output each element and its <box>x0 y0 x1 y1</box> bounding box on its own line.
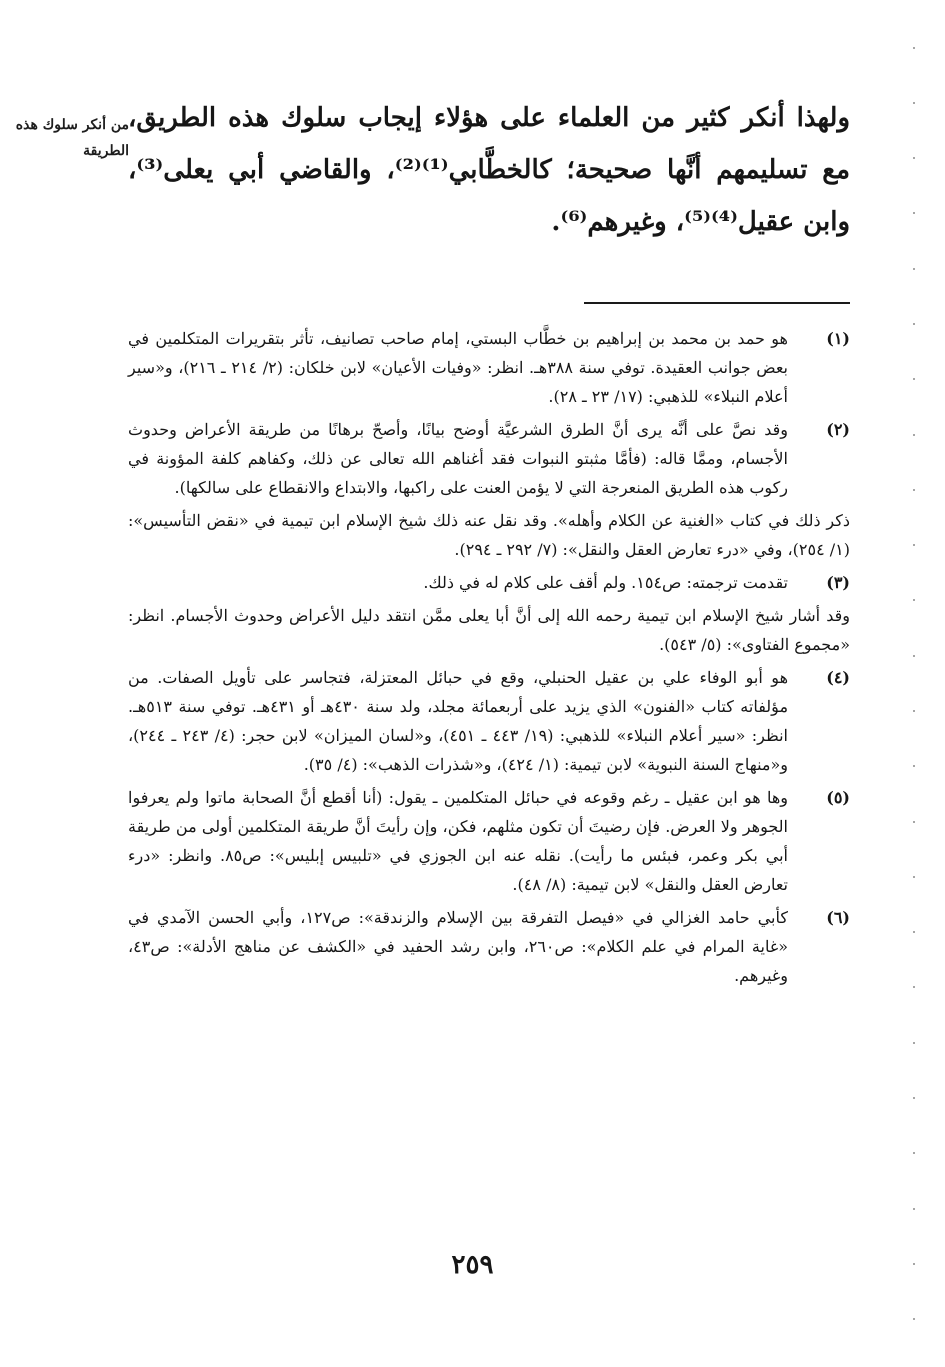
footnote-text: وقد نصَّ على أنَّه يرى أنَّ الطرق الشرعيَّة أوضح بيانًا، وأصحّ برهانًا من طريقة الأعراض وحدوث الأجسام، وممَّا قاله: (فأمَّا مثبتو النبوات فقد أغناهم الله تعالى عن ذلك، وكفاهم كلفة المؤونة في ركوب هذه الطريق المنعرجة التي لا يؤمن العنت على راكبها، والابتداع والانقطاع على سالكها). <box>128 420 789 497</box>
footnote-number: (٣) <box>826 573 850 592</box>
footnote <box>128 783 850 899</box>
footnote <box>128 568 850 597</box>
footnote-number: (٥) <box>826 788 850 807</box>
footnote-continuation: وقد أشار شيخ الإسلام ابن تيمية رحمه الله إلى أنَّ أبا يعلى ممَّن انتقد دليل الأعراض وحدوث الأجسام. انظر: «مجموع الفتاوى»: (٥/ ٥٤٣). <box>128 606 850 654</box>
footnote <box>128 903 850 990</box>
footnote-number: (٤) <box>826 668 850 687</box>
footnote-continuation: ذكر ذلك في كتاب «الغنية عن الكلام وأهله». وقد نقل عنه ذلك شيخ الإسلام ابن تيمية في «نقض التأسيس»: (١/ ٢٥٤)، وفي «درء تعارض العقل والنقل»: (٧/ ٢٩٢ ـ ٢٩٤). <box>128 511 850 559</box>
page-number: ٢٥٩ <box>451 1250 494 1280</box>
footnote-text: هو أبو الوفاء علي بن عقيل الحنبلي، وقع في حبائل المعتزلة، فتجاسر على تأويل الصفات. من مؤلفاته كتاب «الفنون» الذي يزيد على أربعمائة مجلد، ولد سنة ٤٣٠هـ أو ٤٣١هـ. توفي سنة ٥١٣هـ. انظر: «سير أعلام النبلاء» للذهبي: (١٩/ ٤٤٣ ـ ٤٥١)، و«لسان الميزان» لابن حجر: (٤/ ٢٤٣ ـ ٢٤٤)، و«منهاج السنة النبوية» لابن تيمية: (١/ ٤٢٤)، و«شذرات الذهب»: (٤/ ٣٥). <box>128 668 789 774</box>
main-paragraph: ولهذا أنكر كثير من العلماء على هؤلاء إيجاب سلوك هذه الطريق، مع تسليمهم أنَّها صحيحة؛ كالخطَّابي⁽¹⁾⁽²⁾، والقاضي أبي يعلى⁽³⁾، وابن عقيل⁽⁴⁾⁽⁵⁾، وغيرهم⁽⁶⁾. <box>128 103 851 237</box>
footnote-number: (١) <box>826 329 850 348</box>
footnote-text: تقدمت ترجمته: ص١٥٤. ولم أقف على كلام له في ذلك. <box>423 573 788 592</box>
footnote <box>128 663 850 779</box>
margin-note: من أنكر سلوك هذه الطريقة <box>15 117 129 159</box>
footnote <box>128 324 850 411</box>
scan-edge-dots <box>910 0 918 1367</box>
footnote-text: هو حمد بن محمد بن إبراهيم بن خطَّاب البستي، إمام صاحب تصانيف، تأثر بتقريرات المتكلمين في بعض جوانب العقيدة. توفي سنة ٣٨٨هـ. انظر: «وفيات الأعيان» لابن خلكان: (٢/ ٢١٤ ـ ٢١٦)، و«سير أعلام النبلاء» للذهبي: (١٧/ ٢٣ ـ ٢٨). <box>128 329 789 406</box>
footnote-separator <box>584 302 850 304</box>
footnote-number: (٢) <box>826 420 850 439</box>
footnote-text: كأبي حامد الغزالي في «فيصل التفرقة بين الإسلام والزندقة»: ص١٢٧، وأبي الحسن الآمدي في «غاية المرام في علم الكلام»: ص٢٦٠، وابن رشد الحفيد في «الكشف عن مناهج الأدلة»: ص٤٣، وغيرهم. <box>128 908 789 985</box>
footnote <box>128 415 850 502</box>
footnote-text: وها هو ابن عقيل ـ رغم وقوعه في حبائل المتكلمين ـ يقول: (أنا أقطع أنَّ الصحابة ماتوا ولم يعرفوا الجوهر ولا العرض. فإن رضيتَ أن تكون مثلهم، فكن، وإن رأيتَ أنَّ طريقة المتكلمين أولى من طريقة أبي بكر وعمر، فبئس ما رأيت). نقله عنه ابن الجوزي في «تلبيس إبليس»: ص٨٥. وانظر: «درء تعارض العقل والنقل» لابن تيمية: (٨/ ٤٨). <box>128 788 789 894</box>
footnotes <box>128 324 850 990</box>
footnote-number: (٦) <box>826 908 850 927</box>
